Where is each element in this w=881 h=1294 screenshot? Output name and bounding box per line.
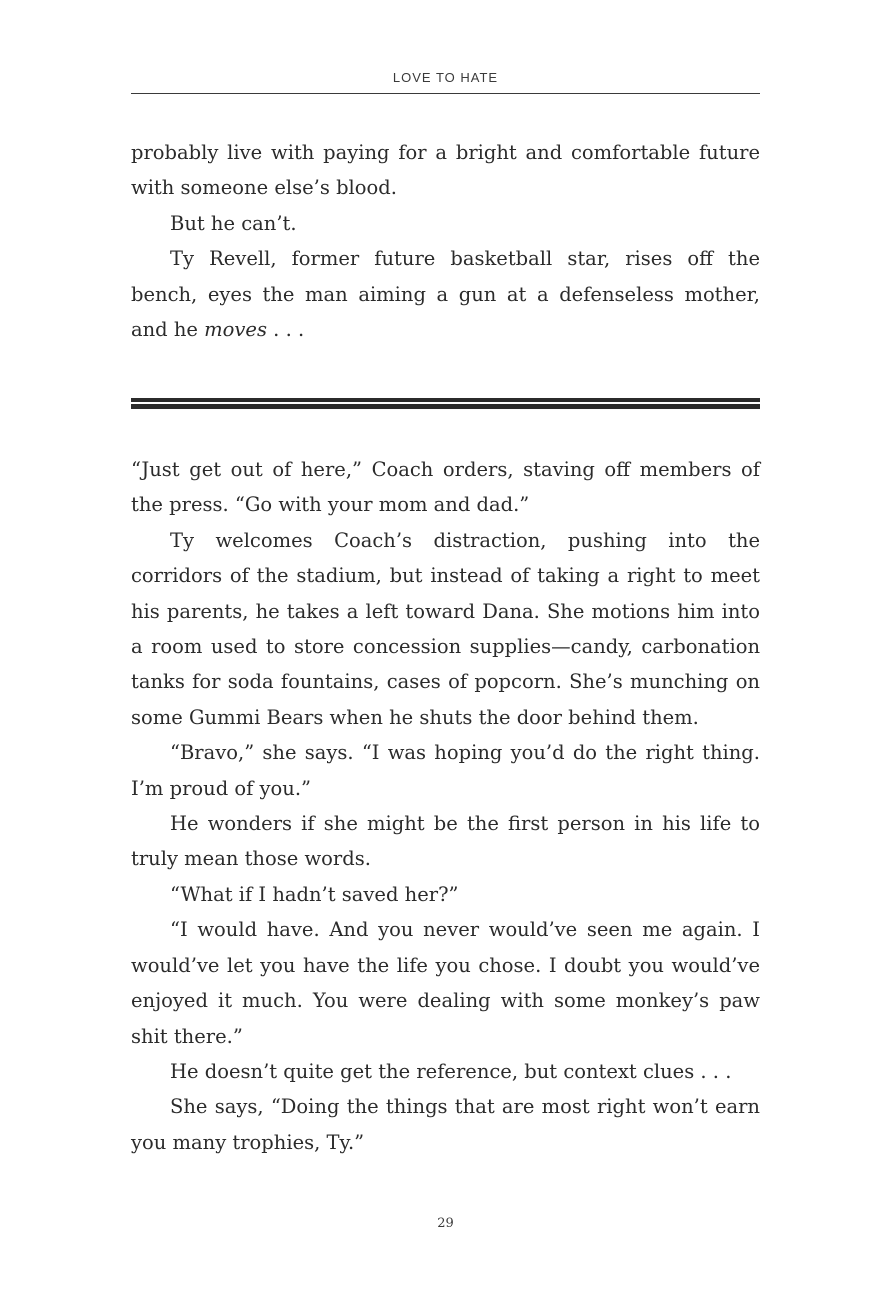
paragraph-end-line [131, 312, 760, 347]
paragraph: “I would have. And you never would’ve seen me again. I would’ve let you have the life you chose. I doubt you would’ve enjoyed it much. You were dealing with some monkey’s paw shit there.” [131, 918, 760, 1048]
section-break-bar-bottom [131, 404, 760, 409]
paragraph: He doesn’t quite get the reference, but context clues . . . [170, 1059, 732, 1083]
text-section-1 [131, 135, 760, 347]
emphasized-text: moves [204, 318, 267, 342]
paragraph: Ty Revell, former future basketball star, rises off the bench, eyes the man aiming a gun at a defenseless mother, [131, 247, 760, 306]
paragraph: “Just get out of here,” Coach orders, staving off members of the press. “Go with your mom and dad.” [131, 458, 760, 517]
paragraph: He wonders if she might be the first person in his life to truly mean those words. [131, 812, 760, 871]
section-break-bar-top [131, 398, 760, 402]
running-head-title: LOVE TO HATE [392, 70, 499, 85]
paragraph-continued: probably live with paying for a bright and comfortable future with someone else’s blood. [131, 141, 760, 200]
section-break-rule [131, 398, 760, 409]
paragraph: Ty welcomes Coach’s distraction, pushing into the corridors of the stadium, but instead of taking a right to meet his parents, he takes a left toward Dana. She motions him into a room used to store concession supplies—candy, carbonation tanks for soda fountains, cases of popcorn. She’s munching on some Gummi Bears when he shuts the door behind them. [131, 528, 760, 729]
text-section-2 [131, 452, 760, 1160]
paragraph: But he can’t. [170, 211, 297, 235]
ellipsis-text: . . . [266, 318, 305, 342]
text-run: and he [131, 318, 205, 342]
paragraph: She says, “Doing the things that are most right won’t earn you many trophies, Ty.” [131, 1095, 760, 1154]
page-number: 29 [437, 1216, 454, 1231]
paragraph: “What if I hadn’t saved her?” [170, 882, 459, 906]
header-rule [131, 93, 760, 94]
paragraph: “Bravo,” she says. “I was hoping you’d do the right thing. I’m proud of you.” [131, 741, 760, 800]
